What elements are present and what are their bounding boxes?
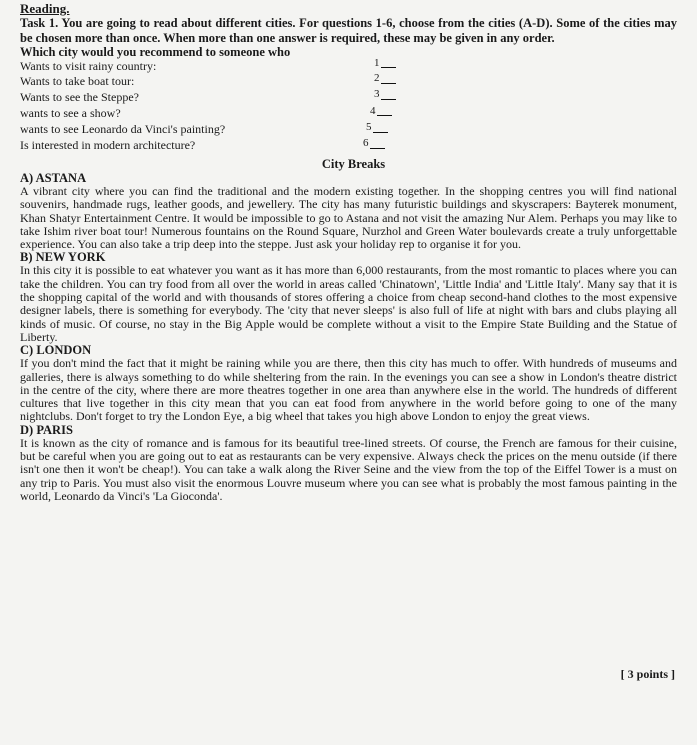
answer-blank-2[interactable] [381,83,396,84]
answer-blank-5[interactable] [373,132,388,133]
question-3-number: 3 [374,88,380,100]
city-text-new-york: In this city it is possible to eat whatever you want as it has more than 6,000 restaurants, from the most romantic to places where you can take the children. You can try food from all over the world in areas called 'Chinatown', 'Little India' and 'Little Italy'. Many say that it is the shopping capital of the world and with thousands of stores offering a choice from cheap second-hand clothes to the most expensive designer labels, there is something for everybody. The 'city that never sleeps' is also full of life at night with bars and clubs playing all kinds of music. Of course, no stay in the Big Apple would be complete without a visit to the Empire State Building and the Statue of Liberty. [20,263,677,344]
question-3-text: Wants to see the Steppe? [20,90,139,104]
question-2-text: Wants to take boat tour: [20,74,135,88]
question-6-number: 6 [363,137,369,149]
city-heading-astana: A) ASTANA [20,171,87,185]
answer-blank-3[interactable] [381,99,396,100]
city-text-london: If you don't mind the fact that it might be raining while you are there, then this city has much to offer. With hundreds of museums and galleries, there is always something to do while sheltering from the rain. In the evenings you can see a show in London's theatre district in the centre of the city, where there are more theatres together in one area than anywhere else in the world. The hundreds of different cultures that live together in this city mean that you can eat food from anywhere in the world before going to one of the many nightclubs. Don't forget to try the London Eye, a big wheel that takes you high above London to enjoy the great views. [20,356,677,424]
answer-blank-1[interactable] [381,67,396,68]
question-1-text: Wants to visit rainy country: [20,59,157,73]
question-4-number: 4 [370,105,376,117]
page-title: Reading. [20,1,70,16]
question-6-text: Is interested in modern architecture? [20,138,196,152]
section-title: City Breaks [321,157,386,171]
city-heading-london: C) LONDON [20,343,92,358]
question-5-text: wants to see Leonardo da Vinci's painting? [20,122,226,136]
city-heading-new-york: B) NEW YORK [20,250,106,265]
question-4-text: wants to see a show? [20,106,121,120]
points-label: [ 3 points ] [620,667,675,681]
question-2-number: 2 [374,72,380,84]
question-list [20,59,677,155]
answer-blank-4[interactable] [377,115,392,116]
task-instructions: Task 1. You are going to read about different cities. For questions 1-6, choose from the cities (A-D). Some of the cities may be chosen more than once. When more than one answer is required, these may be given in any order. [20,16,677,45]
question-1-number: 1 [374,57,380,69]
question-5-number: 5 [366,121,372,133]
city-text-paris: It is known as the city of romance and is famous for its beautiful tree-lined streets. Of course, the French are famous for their cuisine, but be careful when you are going out to eat as restaurants can be very expensive. Always check the prices on the menu outside (if there isn't one then it won't be cheap!). You can take a walk along the River Seine and the view from the top of the Eiffel Tower is a must on any trip to Paris. You must also visit the enormous Louvre museum where you can see what is probably the most famous painting in the world, Leonardo da Vinci's 'La Gioconda'. [20,435,677,503]
answer-blank-6[interactable] [370,148,385,149]
question-lead: Which city would you recommend to someone who [20,45,291,59]
city-text-astana: A vibrant city where you can find the traditional and the modern existing together. In the shopping centres you will find national souvenirs, handmade rugs, leather goods, and jewellery. The city has many futuristic buildings and skyscrapers: Bayterek monument, Khan Shatyr Entertainment Centre. It would be impossible to go to Astana and not visit the amazing Nur Alem. Perhaps you may like to take Ishim river boat tour! Numerous fountains on the Round Square, Nurzhol and Green Water boulevards create a truly unforgettable experience. You can also take a trip deep into the steppe. Just ask your holiday rep to organise it for you. [20,184,677,252]
city-heading-paris: D) PARIS [20,422,73,437]
